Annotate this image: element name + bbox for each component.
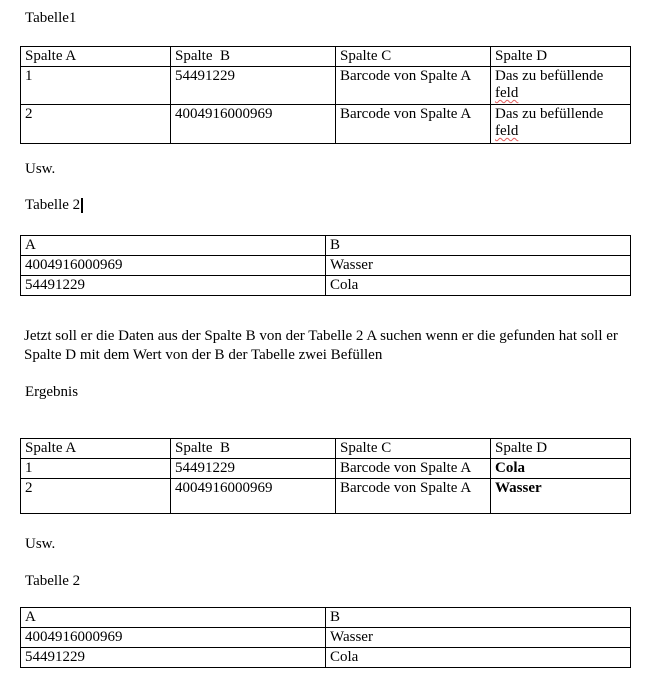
usw-text: Usw. (25, 536, 56, 552)
column-header: Spalte B (171, 439, 336, 459)
heading-tabelle2-bottom: Tabelle 2 (25, 573, 81, 589)
table-cell: Barcode von Spalte A (336, 479, 491, 514)
table-row (21, 459, 631, 479)
table-row (21, 628, 631, 648)
usw-text: Usw. (25, 161, 56, 177)
table-cell: Barcode von Spalte A (336, 67, 491, 105)
heading-text: Tabelle 2 (25, 197, 81, 213)
table-cell (491, 67, 631, 105)
table-cell: 2 (21, 105, 171, 144)
table-cell: 2 (21, 479, 171, 514)
table2-bottom (20, 607, 631, 668)
result-table (20, 438, 631, 514)
column-header: B (326, 236, 631, 256)
table-row (21, 67, 631, 105)
column-header: A (21, 608, 326, 628)
table-cell: 54491229 (171, 459, 336, 479)
table2-top (20, 235, 631, 296)
heading-ergebnis: Ergebnis (25, 384, 79, 400)
column-header: Spalte B (171, 47, 336, 67)
table-cell (491, 105, 631, 144)
table-cell: 4004916000969 (171, 479, 336, 514)
table-row (21, 256, 631, 276)
table-cell: Cola (326, 648, 631, 668)
table-header-row (21, 47, 631, 67)
table1 (20, 46, 631, 144)
table-header-row (21, 236, 631, 256)
table-cell: 54491229 (171, 67, 336, 105)
heading-tabelle1: Tabelle1 (25, 10, 77, 26)
table-cell: Wasser (326, 256, 631, 276)
misspelled-word: feld (495, 85, 519, 101)
instruction-paragraph: Jetzt soll er die Daten aus der Spalte B von der Tabelle 2 A suchen wenn er die gefunden hat soll er Spalte D mit dem Wert von der B der Tabelle zwei Befüllen (24, 328, 618, 363)
table-row (21, 648, 631, 668)
table-cell: Barcode von Spalte A (336, 459, 491, 479)
result-value-cell: Cola (491, 459, 631, 479)
table-row (21, 479, 631, 514)
column-header: Spalte A (21, 47, 171, 67)
misspelled-word: feld (495, 123, 519, 139)
table-row (21, 105, 631, 144)
column-header: Spalte C (336, 439, 491, 459)
table-row (21, 276, 631, 296)
column-header: Spalte C (336, 47, 491, 67)
table-cell: 4004916000969 (171, 105, 336, 144)
table-cell: Wasser (326, 628, 631, 648)
column-header: Spalte A (21, 439, 171, 459)
table-header-row (21, 608, 631, 628)
cell-text: Das zu befüllende (495, 106, 604, 122)
table-header-row (21, 439, 631, 459)
column-header: Spalte D (491, 47, 631, 67)
heading-tabelle2-top (25, 197, 83, 214)
table-cell: 1 (21, 459, 171, 479)
table-cell: 4004916000969 (21, 628, 326, 648)
text-cursor (81, 198, 83, 213)
result-value-cell: Wasser (491, 479, 631, 514)
table-cell: 54491229 (21, 276, 326, 296)
cell-text: Das zu befüllende (495, 68, 604, 84)
table-cell: 1 (21, 67, 171, 105)
table-cell: Barcode von Spalte A (336, 105, 491, 144)
column-header: B (326, 608, 631, 628)
column-header: A (21, 236, 326, 256)
table-cell: 4004916000969 (21, 256, 326, 276)
column-header: Spalte D (491, 439, 631, 459)
table-cell: Cola (326, 276, 631, 296)
table-cell: 54491229 (21, 648, 326, 668)
